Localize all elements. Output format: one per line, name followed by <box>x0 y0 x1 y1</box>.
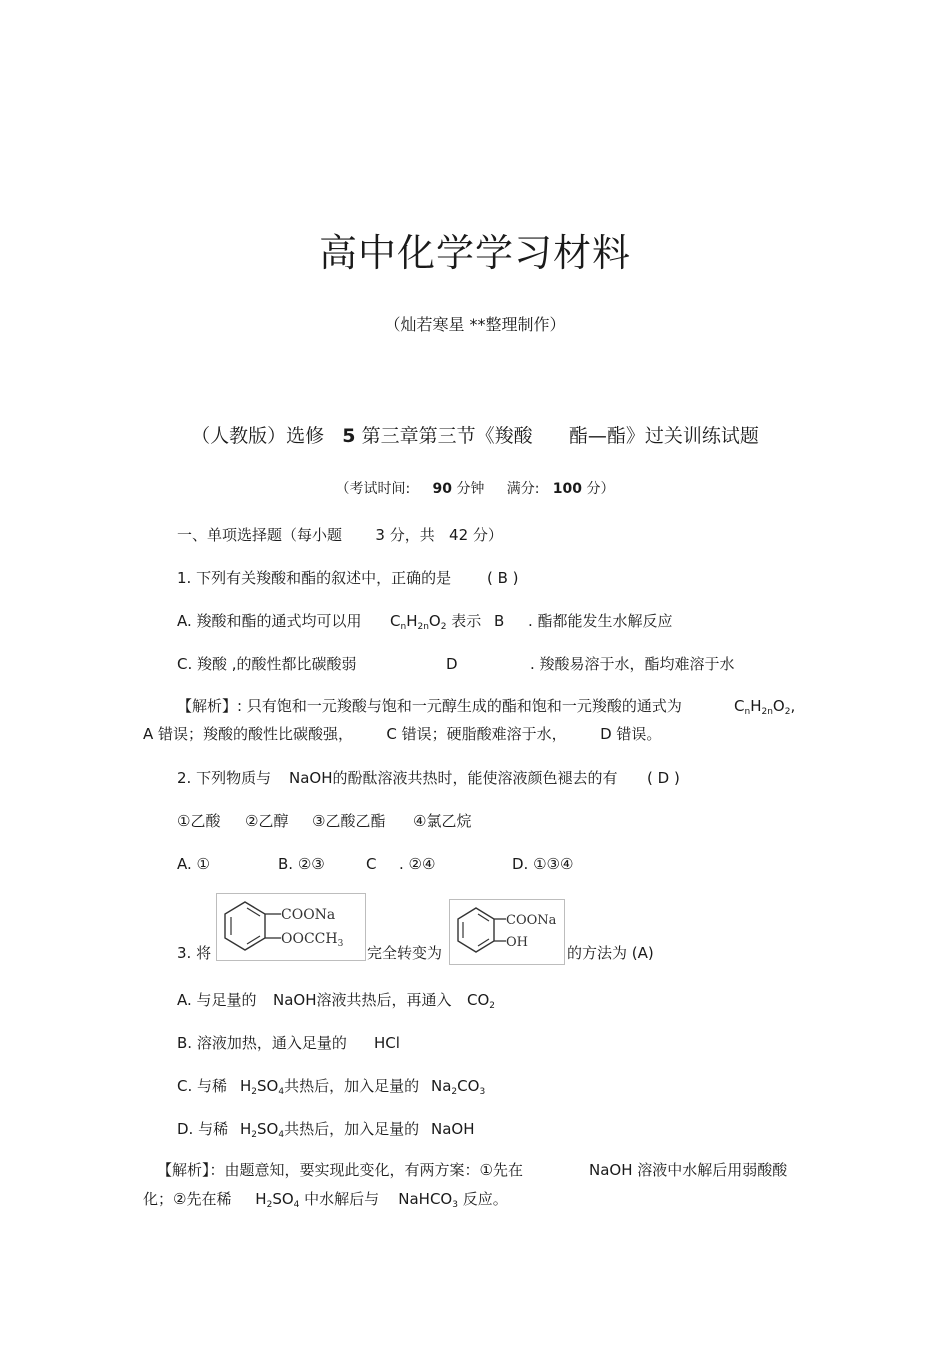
analysis-text: C 错误；硬脂酸难溶于水， <box>386 725 567 743</box>
formula-text: CO <box>457 1077 480 1095</box>
question-stem-text: 的方法为 (A) <box>567 944 654 962</box>
question-stem-text: 2. 下列物质与 <box>177 769 272 787</box>
substituent-label: COONa <box>281 907 336 923</box>
list-item: ①乙酸 <box>177 812 221 830</box>
formula-text: CO <box>467 991 490 1009</box>
question-answer: ( D ) <box>647 769 680 787</box>
question-2-stem <box>177 768 680 788</box>
question-2-items <box>177 811 472 831</box>
formula-text: SO <box>272 1190 294 1208</box>
question-stem-text: NaOH的酚酞溶液共热时，能使溶液颜色褪去的有 <box>289 769 618 787</box>
benzene-ring-diagram <box>450 900 564 964</box>
structure-salicylate-image <box>449 899 565 965</box>
option-text: . 羧酸易溶于水，酯均难溶于水 <box>530 655 735 673</box>
question-stem-text: 完全转变为 <box>367 944 443 962</box>
question-3-option-b <box>177 1033 400 1053</box>
option-text: . 酯都能发生水解反应 <box>528 612 673 630</box>
formula-text: NaOH <box>431 1120 475 1138</box>
analysis-text: 【解析】：由题意知，要实现此变化，有两方案：①先在 <box>157 1161 523 1179</box>
option-formula: $H_2SO_4$共热后，加入足量的 <box>240 1120 420 1140</box>
question-3-option-d <box>177 1119 475 1140</box>
analysis-text: 中水解后与 <box>304 1190 380 1208</box>
question-3-analysis <box>157 1160 788 1180</box>
section-heading-part: 42 分） <box>449 526 503 544</box>
page-title: 高中化学学习材料 <box>318 231 631 275</box>
formula-text: NaHCO <box>398 1190 453 1208</box>
exam-meta-label: 分钟 <box>456 481 485 497</box>
list-item: ③乙酸乙酯 <box>312 812 386 830</box>
option-text: B. 溶液加热，通入足量的 <box>177 1034 347 1052</box>
analysis-text: D 错误。 <box>600 725 662 743</box>
analysis-text: NaOH 溶液中水解后用弱酸酸 <box>589 1161 788 1179</box>
exam-title-part: 第三章第三节《羧酸 <box>361 425 533 447</box>
formula-text: H <box>240 1077 252 1095</box>
exam-meta <box>0 479 950 499</box>
analysis-formula: $H_2SO_4$ <box>255 1190 300 1210</box>
option-letter: C <box>366 855 377 873</box>
option-text: HCl <box>374 1034 400 1052</box>
formula-text: C <box>734 697 745 715</box>
question-stem-text: 1. 下列有关羧酸和酯的叙述中，正确的是 <box>177 569 452 587</box>
page-subtitle: （灿若寒星 **整理制作） <box>384 315 566 334</box>
exam-score-value: 100 <box>552 481 583 497</box>
substituent-label: OH <box>506 935 528 950</box>
exam-title-number: 5 <box>342 425 356 447</box>
question-1-option-d <box>446 654 735 674</box>
option-text: . ②④ <box>399 855 436 873</box>
question-2-options <box>177 854 574 874</box>
analysis-text: 化；②先在稀 <box>143 1190 232 1208</box>
substituent-text: OOCCH <box>281 931 338 947</box>
analysis-text: 反应。 <box>462 1190 508 1208</box>
option-text: 共热后，加入足量的 <box>284 1120 420 1138</box>
formula-text: H <box>240 1120 252 1138</box>
list-item: ②乙醇 <box>245 812 289 830</box>
question-1-option-a <box>177 611 482 632</box>
option-formula: $Na_2CO_3$ <box>431 1077 486 1097</box>
formula-text: H <box>255 1190 267 1208</box>
question-1-option-c: C. 羧酸 ,的酸性都比碳酸弱 <box>177 655 357 673</box>
structure-acetylsalicylate-image <box>216 893 366 961</box>
exam-title-part: （人教版）选修 <box>191 425 325 447</box>
analysis-text: 【解析】: 只有饱和一元羧酸与饱和一元醇生成的酯和饱和一元羧酸的通式为 <box>177 697 682 715</box>
list-item: ④氯乙烷 <box>413 812 472 830</box>
option-letter: D <box>446 655 458 673</box>
formula-text: Na <box>431 1077 452 1095</box>
section-heading <box>177 525 503 545</box>
question-1-analysis <box>177 696 796 717</box>
option-text: D. 与稀 <box>177 1120 229 1138</box>
option-text: 表示 <box>451 612 482 630</box>
section-heading-part: 3 分，共 <box>375 526 435 544</box>
section-heading-part: 一、单项选择题（每小题 <box>177 526 343 544</box>
option-formula: $C_nH_{2n}O_2$ 表示 <box>390 612 482 632</box>
option-letter: B <box>494 612 505 630</box>
formula-text: C <box>390 612 401 630</box>
option-text: NaOH溶液共热后，再通入 <box>273 991 452 1009</box>
substituent-label: COONa <box>506 913 557 928</box>
exam-meta-label: 满分: <box>506 481 540 497</box>
exam-time-value: 90 <box>432 481 452 497</box>
option-text: D. ①③④ <box>512 855 574 873</box>
question-1-analysis-line2 <box>143 724 661 744</box>
option-formula: $H_2SO_4$共热后，加入足量的 <box>240 1077 420 1097</box>
formula-text: SO <box>257 1077 279 1095</box>
analysis-formula: $C_nH_{2n}O_2$, <box>734 697 796 717</box>
substituent-label: $OOCCH_3$ <box>281 931 344 949</box>
option-text: 共热后，加入足量的 <box>284 1077 420 1095</box>
question-3-option-a <box>177 990 496 1011</box>
option-formula: $CO_2$ <box>467 991 496 1011</box>
question-1-stem <box>177 568 519 588</box>
option-text: A. ① <box>177 855 210 873</box>
exam-meta-label: 分） <box>586 481 615 497</box>
question-answer: ( B ) <box>487 569 519 587</box>
option-text: A. 与足量的 <box>177 991 257 1009</box>
formula-text: SO <box>257 1120 279 1138</box>
benzene-ring-diagram <box>217 894 365 960</box>
exam-title <box>0 423 950 449</box>
analysis-formula: NaHCO$_3$ <box>398 1190 458 1210</box>
question-3-option-c <box>177 1076 486 1097</box>
question-3-stem <box>177 943 654 963</box>
exam-title-part: 酯—酯》过关训练试题 <box>568 425 759 447</box>
question-1-option-b <box>494 611 673 631</box>
question-3-analysis-line2 <box>143 1189 508 1209</box>
analysis-text: A 错误；羧酸的酸性比碳酸强， <box>143 725 354 743</box>
question-stem-text: 3. 将 <box>177 944 212 962</box>
option-text: B. ②③ <box>278 855 325 873</box>
option-text: A. 羧酸和酯的通式均可以用 <box>177 612 362 630</box>
option-text: C. 与稀 <box>177 1077 228 1095</box>
exam-meta-label: （考试时间: <box>335 481 411 497</box>
